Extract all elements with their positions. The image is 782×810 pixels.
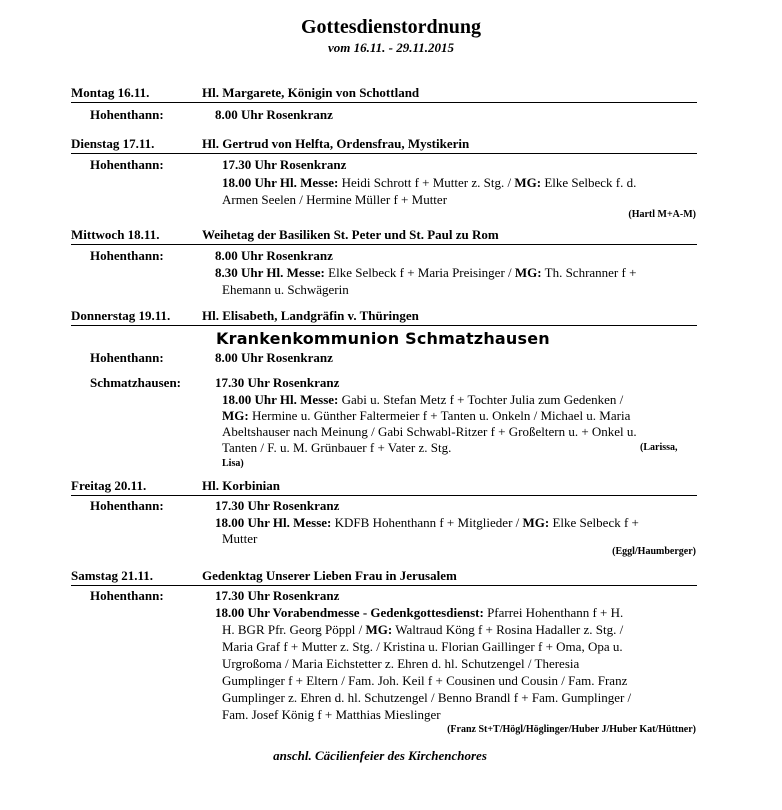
mass-intention-line [215,265,636,281]
mass-label: 18.00 Uhr Vorabendmesse - Gedenkgottesdienst: [215,605,484,620]
service-line: 8.00 Uhr Rosenkranz [215,107,333,122]
place-label: Schmatzhausen: [90,375,182,390]
place-label: Hohenthann: [90,350,164,365]
intention-continuation: Fam. Josef König f + Matthias Mieslinger [222,707,441,722]
service-line: 8.00 Uhr Rosenkranz [215,350,333,365]
place-label: Hohenthann: [90,157,164,172]
day-heading-wednesday [71,227,697,245]
mg-label: MG: [365,622,393,637]
mg-label: MG: [514,175,542,190]
mass-intention-line [215,605,623,621]
date-range-subtitle: vom 16.11. - 29.11.2015 [327,40,455,55]
intention-continuation: Gumplinger z. Ehren d. hl. Schutzengel / Benno Brandl f + Fam. Gumplinger / [222,690,632,705]
feast-name: Gedenktag Unserer Lieben Frau in Jerusalem [202,568,457,583]
ministrants-note: (Eggl/Haumberger) [612,546,696,557]
feast-name: Weihetag der Basiliken St. Peter und St. Paul zu Rom [202,227,499,242]
intention-text: Pfarrei Hohenthann f + H. [483,605,624,620]
place-label: Hohenthann: [90,107,164,122]
intention-text: Hermine u. Günther Faltermeier f + Tanten u. Onkeln / Michael u. Maria [248,408,631,423]
intention-continuation: Armen Seelen / Hermine Müller f + Mutter [222,192,448,207]
mg-label: MG: [514,265,542,280]
feast-name: Hl. Gertrud von Helfta, Ordensfrau, Mystikerin [202,136,470,151]
intention-continuation: Tanten / F. u. M. Grünbauer f + Vater z. Stg. [222,440,452,455]
intention-continuation [222,622,623,638]
intention-continuation: Maria Graf f + Mutter z. Stg. / Kristina u. Florian Gaillinger f + Oma, Opa u. [222,639,623,654]
intention-text: Elke Selbeck f. d. [541,175,637,190]
feast-name: Hl. Korbinian [202,478,281,493]
day-date: Freitag 20.11. [71,478,147,493]
intention-text: KDFB Hohenthann f + Mitglieder / [331,515,523,530]
intention-text: Heidi Schrott f + Mutter z. Stg. / [338,175,515,190]
intention-continuation: Abeltshauser nach Meinung / Gabi Schwabl-Ritzer f + Großeltern u. + Onkel u. [222,424,637,439]
day-heading-tuesday [71,136,697,154]
intention-text: Gabi u. Stefan Metz f + Tochter Julia zum Gedenken / [338,392,624,407]
service-line: 17.30 Uhr Rosenkranz [215,375,340,390]
place-label: Hohenthann: [90,248,164,263]
feast-name: Hl. Elisabeth, Landgräfin v. Thüringen [202,308,419,323]
ministrants-note: Lisa) [222,458,244,469]
mg-label: MG: [222,408,249,423]
mg-label: MG: [522,515,550,530]
mass-intention-line [222,392,623,408]
intention-continuation: Mutter [222,531,258,546]
intention-text: Elke Selbeck f + Maria Preisinger / [324,265,515,280]
ministrants-note: (Hartl M+A-M) [628,209,696,220]
day-heading-friday [71,478,697,496]
intention-text: Elke Selbeck f + [549,515,639,530]
intention-continuation: Ehemann u. Schwägerin [222,282,349,297]
intention-text: Waltraud Köng f + Rosina Hadaller z. Stg. / [392,622,624,637]
day-date: Dienstag 17.11. [71,136,155,151]
day-heading-monday [71,85,697,103]
day-date: Samstag 21.11. [71,568,153,583]
place-label: Hohenthann: [90,498,164,513]
service-line: 17.30 Uhr Rosenkranz [215,498,340,513]
ministrants-note: (Larissa, [640,442,678,453]
mass-intention-line [215,515,639,531]
day-heading-thursday [71,308,697,326]
sick-communion-notice: Krankenkommunion Schmatzhausen [216,329,550,348]
day-heading-saturday [71,568,697,586]
intention-text: H. BGR Pfr. Georg Pöppl / [222,622,366,637]
service-line: 8.00 Uhr Rosenkranz [215,248,333,263]
intention-continuation [222,408,630,424]
place-label: Hohenthann: [90,588,164,603]
day-date: Montag 16.11. [71,85,150,100]
mass-label: 8.30 Uhr Hl. Messe: [215,265,325,280]
feast-name: Hl. Margarete, Königin von Schottland [202,85,420,100]
mass-label: 18.00 Uhr Hl. Messe: [222,175,339,190]
intention-continuation: Urgroßoma / Maria Eichstetter z. Ehren d. hl. Schutzengel / Theresia [222,656,580,671]
intention-text: Th. Schranner f + [541,265,637,280]
day-date: Mittwoch 18.11. [71,227,160,242]
ministrants-note: (Franz St+T/Högl/Höglinger/Huber J/Huber Kat/Hüttner) [447,724,696,735]
intention-continuation: Gumplinger f + Eltern / Fam. Joh. Keil f + Cousinen und Cousin / Fam. Franz [222,673,628,688]
mass-label: 18.00 Uhr Hl. Messe: [215,515,332,530]
day-date: Donnerstag 19.11. [71,308,171,323]
mass-intention-line [222,175,636,191]
page-title: Gottesdienstordnung [300,16,482,38]
service-line: 17.30 Uhr Rosenkranz [222,157,347,172]
service-line: 17.30 Uhr Rosenkranz [215,588,340,603]
footer-note: anschl. Cäcilienfeier des Kirchenchores [273,748,487,763]
mass-label: 18.00 Uhr Hl. Messe: [222,392,339,407]
